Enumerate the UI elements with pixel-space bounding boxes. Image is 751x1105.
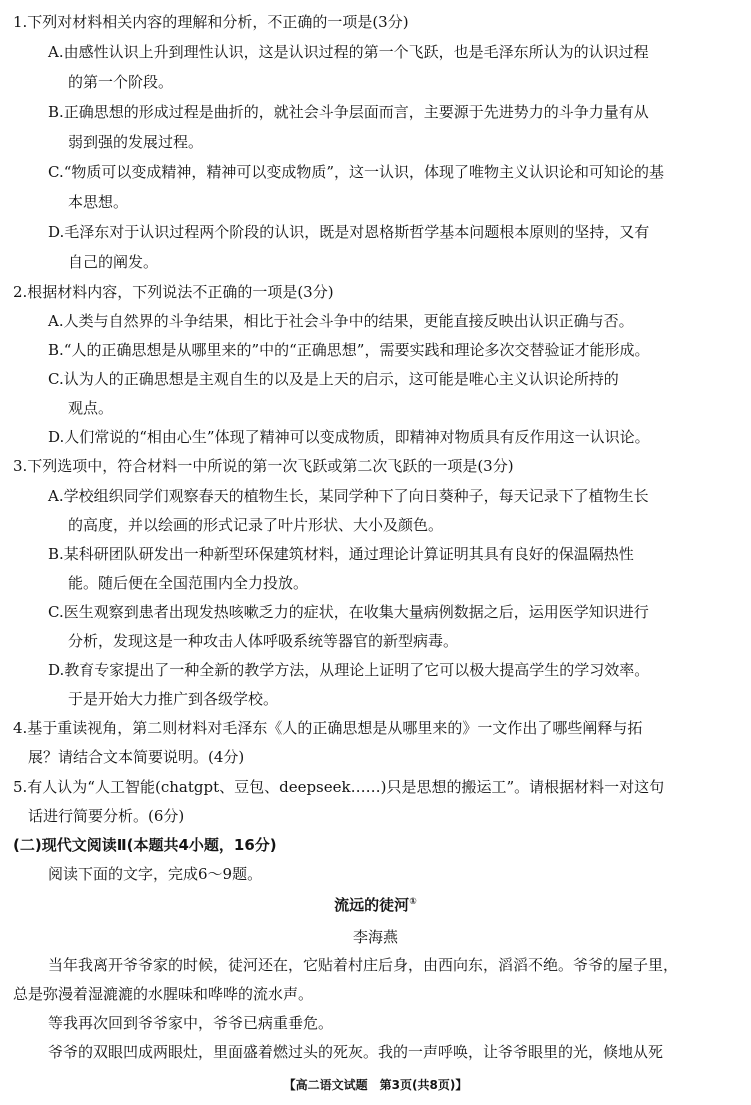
- question-1-option-c: C.“物质可以变成精神，精神可以变成物质”，这一认识，体现了唯物主义认识论和可知论的基: [48, 163, 665, 181]
- question-1-option-a: A.由感性认识上升到理性认识，这是认识过程的第一个飞跃，也是毛泽东所认为的认识过程: [48, 43, 649, 61]
- story-paragraph-1: 当年我离开爷爷家的时候，徒河还在，它贴着村庄后身，由西向东，滔滔不绝。爷爷的屋子里，: [48, 956, 679, 974]
- question-1-stem: 1.下列对材料相关内容的理解和分析，不正确的一项是(3分): [13, 13, 409, 31]
- question-3-option-b: B.某科研团队研发出一种新型环保建筑材料，通过理论计算证明其具有良好的保温隔热性: [48, 545, 634, 563]
- question-2-option-d: D.人们常说的“相由心生”体现了精神可以变成物质，即精神对物质具有反作用这一认识论。: [48, 428, 650, 446]
- question-5-stem: 5.有人认为“人工智能(chatgpt、豆包、deepseek……)只是思想的搬运工”。请根据材料一对这句: [13, 778, 665, 796]
- story-title-text: 流远的徒河: [334, 896, 410, 914]
- question-2-option-a: A.人类与自然界的斗争结果，相比于社会斗争中的结果，更能直接反映出认识正确与否。: [48, 312, 634, 330]
- story-paragraph-2: 等我再次回到爷爷家中，爷爷已病重垂危。: [48, 1014, 334, 1032]
- question-3-option-c-cont: 分析，发现这是一种攻击人体呼吸系统等器官的新型病毒。: [68, 632, 459, 650]
- question-2-stem: 2.根据材料内容，下列说法不正确的一项是(3分): [13, 283, 334, 301]
- question-1-option-b-cont: 弱到强的发展过程。: [68, 133, 204, 151]
- footnote-mark: ①: [409, 897, 417, 907]
- question-4-stem-cont: 展？请结合文本简要说明。(4分): [28, 748, 245, 766]
- question-1-option-b: B.正确思想的形成过程是曲折的，就社会斗争层面而言，主要源于先进势力的斗争力量有从: [48, 103, 649, 121]
- section-heading: (二)现代文阅读Ⅱ(本题共4小题，16分): [13, 836, 277, 854]
- question-2-option-c-cont: 观点。: [68, 399, 114, 417]
- question-1-option-c-cont: 本思想。: [68, 193, 129, 211]
- question-5-stem-cont: 话进行简要分析。(6分): [28, 807, 185, 825]
- question-2-option-b: B.“人的正确思想是从哪里来的”中的“正确思想”，需要实践和理论多次交替验证才能形成。: [48, 341, 650, 359]
- question-3-option-a-cont: 的高度，并以绘画的形式记录了叶片形状、大小及颜色。: [68, 516, 444, 534]
- story-title: [0, 895, 751, 915]
- question-1-option-a-cont: 的第一个阶段。: [68, 73, 174, 91]
- page-footer: 【高二语文试题 第3页(共8页)】: [283, 1078, 468, 1092]
- question-1-option-d-cont: 自己的阐发。: [68, 253, 159, 271]
- section-instruction: 阅读下面的文字，完成6～9题。: [48, 865, 263, 883]
- question-1-option-d: D.毛泽东对于认识过程两个阶段的认识，既是对恩格斯哲学基本问题根本原则的坚持，又有: [48, 223, 650, 241]
- question-3-option-d-cont: 于是开始大力推广到各级学校。: [68, 690, 279, 708]
- question-2-option-c: C.认为人的正确思想是主观自生的以及是上天的启示，这可能是唯心主义认识论所持的: [48, 370, 619, 388]
- story-paragraph-1-cont: 总是弥漫着湿漉漉的水腥味和哗哗的流水声。: [13, 985, 314, 1003]
- question-3-option-b-cont: 能。随后便在全国范围内全力投放。: [68, 574, 309, 592]
- story-author: 李海燕: [352, 928, 398, 946]
- question-3-option-d: D.教育专家提出了一种全新的教学方法，从理论上证明了它可以极大提高学生的学习效率。: [48, 661, 650, 679]
- question-4-stem: 4.基于重读视角，第二则材料对毛泽东《人的正确思想是从哪里来的》一文作出了哪些阐释与拓: [13, 719, 643, 737]
- question-3-stem: 3.下列选项中，符合材料一中所说的第一次飞跃或第二次飞跃的一项是(3分): [13, 457, 514, 475]
- question-3-option-a: A.学校组织同学们观察春天的植物生长，某同学种下了向日葵种子，每天记录下了植物生长: [48, 487, 649, 505]
- story-paragraph-3: 爷爷的双眼凹成两眼灶，里面盛着燃过头的死灰。我的一声呼唤，让爷爷眼里的光，倏地从死: [48, 1043, 664, 1061]
- question-3-option-c: C.医生观察到患者出现发热咳嗽乏力的症状，在收集大量病例数据之后，运用医学知识进行: [48, 603, 649, 621]
